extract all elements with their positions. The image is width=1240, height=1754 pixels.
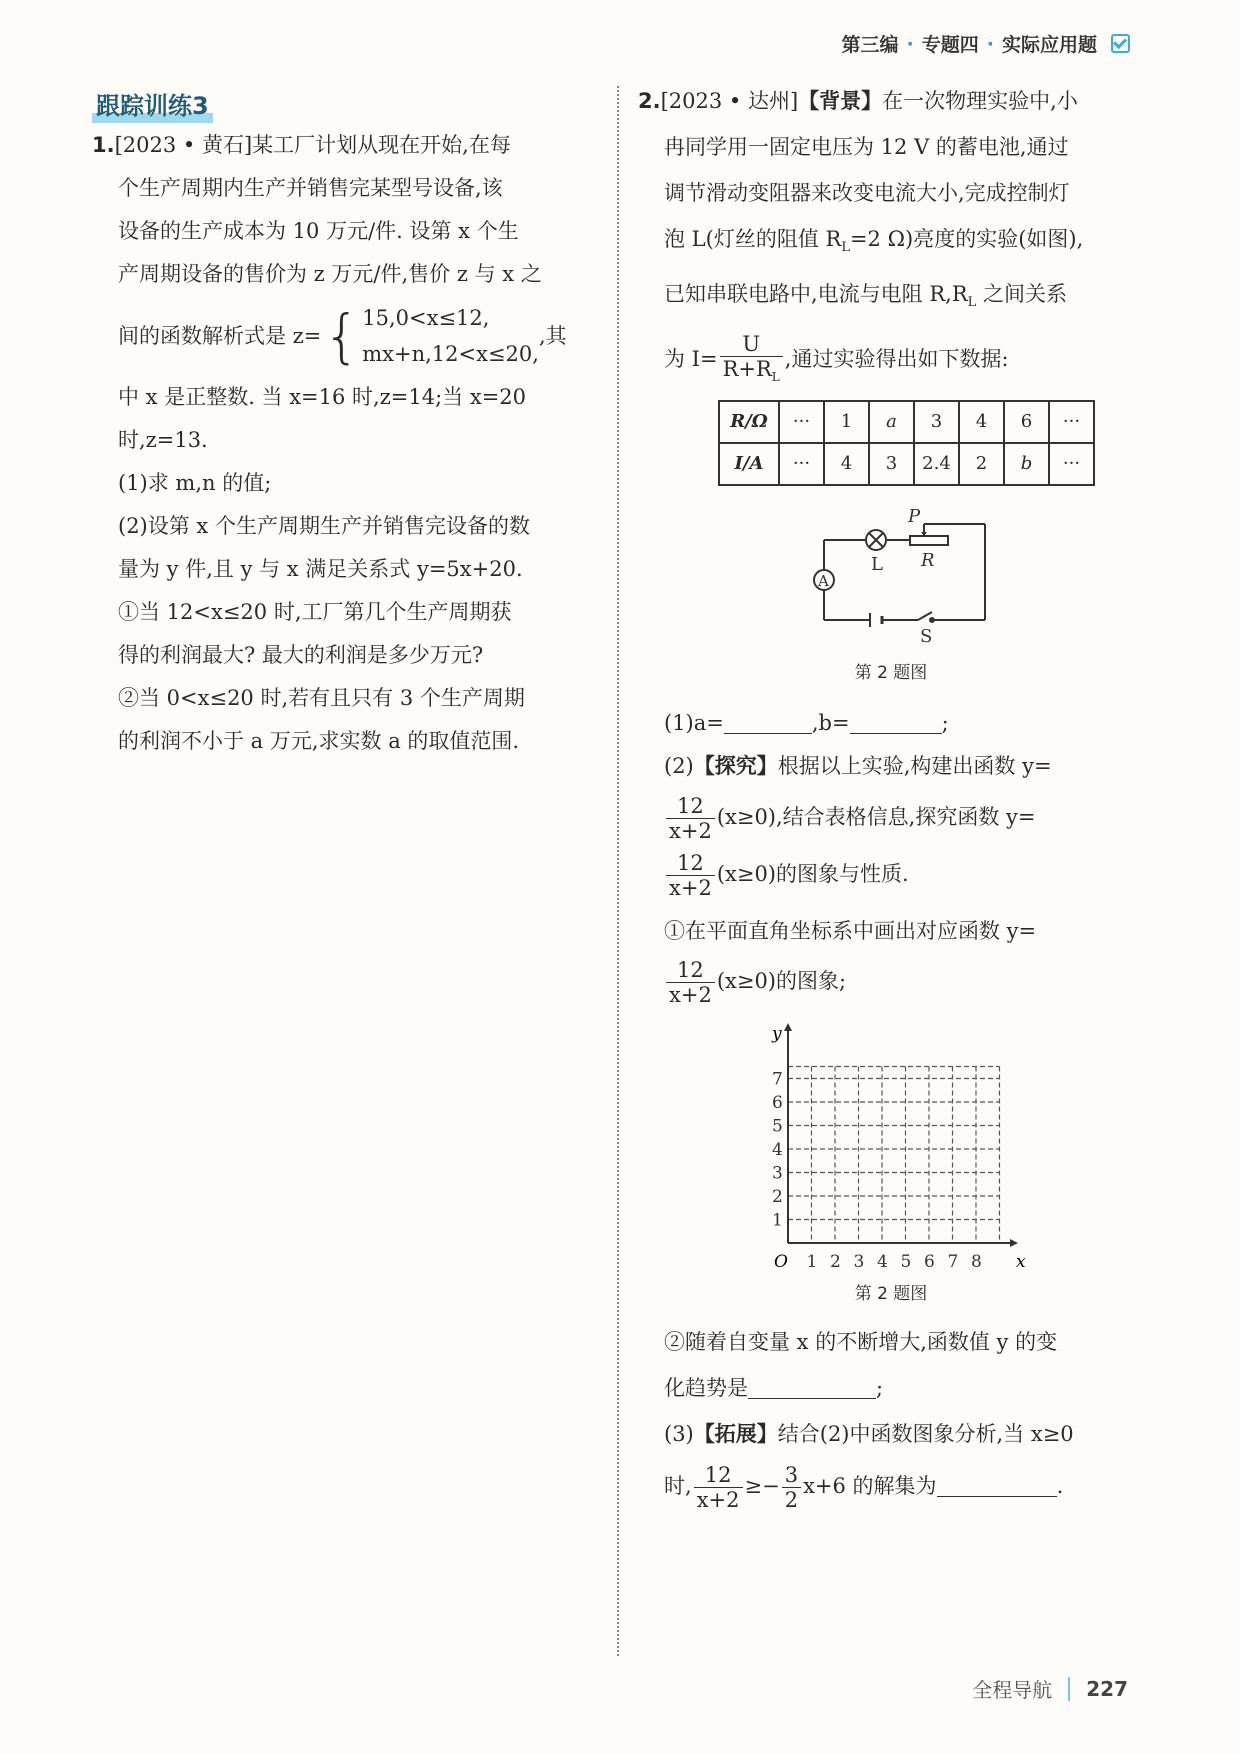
x-tick-label: 2: [830, 1251, 841, 1272]
fraction: [666, 958, 715, 1007]
table-cell: R/Ω: [719, 401, 779, 443]
answer-blank-solution[interactable]: [937, 1470, 1057, 1497]
table-cell: ···: [1049, 443, 1094, 485]
table-cell: 1: [824, 401, 869, 443]
checkbox-icon: [1111, 34, 1130, 53]
q1-line: 个生产周期内生产并销售完某型号设备,该: [118, 176, 503, 200]
q1-part-1: (1)求 m,n 的值;: [118, 471, 272, 495]
question-1: [92, 124, 592, 763]
tag-expand: 【拓展】: [693, 1421, 778, 1446]
denominator: [720, 357, 783, 389]
text: 为 I=: [664, 347, 718, 372]
q2-sub-2: ②随着自变量 x 的不断增大,函数值 y 的变: [664, 1329, 1058, 1354]
subscript: L: [771, 370, 780, 385]
text: =2 Ω)亮度的实验(如图),: [849, 227, 1084, 251]
table-cell: 4: [959, 401, 1004, 443]
y-tick-label: 4: [772, 1139, 783, 1160]
q1-sub-1: ①当 12<x≤20 时,工厂第几个生产周期获: [118, 600, 512, 624]
q2-line: 冉同学用一固定电压为 12 V 的蓄电池,通过: [664, 135, 1069, 159]
text: 时,: [664, 1473, 692, 1498]
slider-label: P: [908, 507, 921, 527]
q2-sub-1-line: [638, 958, 1144, 1007]
q2-part-1: [638, 700, 1144, 746]
table-cell: a: [869, 401, 914, 443]
ohm-formula-line: [638, 332, 1144, 389]
coordinate-grid: [638, 1023, 1144, 1273]
x-tick-label: 8: [971, 1251, 982, 1272]
table-row: [719, 443, 1094, 485]
table-cell: b: [1004, 443, 1049, 485]
y-arrow-icon: [784, 1023, 792, 1031]
q2-line: [638, 271, 1144, 326]
q1-line: 产周期设备的售价为 z 万元/件,售价 z 与 x 之: [118, 262, 542, 286]
text: 根据以上实验,构建出函数 y=: [777, 753, 1052, 778]
text: 结合(2)中函数图象分析,当 x≥0: [777, 1421, 1074, 1446]
q1-line: 时,z=13.: [118, 428, 208, 452]
x-tick-label: 1: [806, 1251, 818, 1272]
table-cell: ···: [1049, 401, 1094, 443]
text: 泡 L(灯丝的阻值 R: [664, 227, 842, 251]
x-tick-label: 4: [877, 1251, 888, 1272]
numerator: 12: [666, 794, 715, 819]
y-tick-label: 6: [772, 1092, 783, 1113]
numerator: 12: [666, 958, 715, 983]
x-tick-label: 6: [924, 1251, 935, 1272]
numerator: 3: [782, 1463, 801, 1488]
tag-background: 【背景】: [798, 89, 883, 113]
answer-blank-b[interactable]: [850, 707, 942, 734]
q1-line: 中 x 是正整数. 当 x=16 时,z=14;当 x=20: [118, 385, 527, 409]
table-cell: 3: [869, 443, 914, 485]
denominator: 2: [784, 1487, 799, 1512]
text: (3): [664, 1421, 694, 1446]
origin-label: O: [774, 1251, 788, 1272]
numerator: 12: [694, 1463, 743, 1488]
switch-contact: [930, 618, 934, 622]
text: 已知串联电路中,电流与电阻 R,R: [664, 282, 968, 307]
text: ,b=: [811, 710, 850, 735]
q2-part-2: [638, 746, 1144, 786]
header-title: 实际应用题: [1001, 34, 1097, 56]
table-cell: 2.4: [914, 443, 959, 485]
denominator: x+2: [696, 1487, 740, 1512]
subscript: L: [967, 295, 977, 311]
q1-part-2: (2)设第 x 个生产周期生产并销售完设备的数: [118, 514, 530, 538]
figure-caption: 第 2 题图: [854, 1283, 928, 1304]
y-tick-label: 7: [772, 1069, 783, 1090]
section-title: 跟踪训练3: [92, 86, 213, 123]
question-2: [638, 78, 1144, 1512]
x-tick-label: 7: [947, 1251, 959, 1272]
resistor-icon: [910, 536, 948, 545]
y-tick-label: 2: [772, 1186, 783, 1207]
text: (x≥0),结合表格信息,探究函数 y=: [716, 804, 1036, 829]
table-cell: I/A: [719, 443, 779, 485]
footer: [972, 1674, 1128, 1703]
answer-blank-a[interactable]: [724, 707, 812, 734]
fraction: [666, 851, 715, 900]
case-2: mx+n,12<x≤20,: [362, 342, 539, 366]
brace-symbol: {: [323, 302, 361, 370]
table-cell: ···: [779, 443, 824, 485]
cases: [362, 300, 539, 372]
text: (2): [664, 753, 694, 778]
fraction: [720, 332, 783, 389]
text: x+6 的解集为: [803, 1473, 937, 1498]
text: .: [1056, 1473, 1064, 1498]
q1-sub-1: 得的利润最大? 最大的利润是多少万元?: [118, 643, 484, 667]
x-tick-label: 5: [900, 1251, 912, 1272]
table-cell: 6: [1004, 401, 1049, 443]
column-divider: [617, 86, 619, 1656]
header-sep: ·: [986, 32, 994, 55]
y-tick-label: 3: [772, 1163, 783, 1184]
q2-source: [2023 • 达州]: [660, 89, 799, 113]
table-cell: 3: [914, 401, 959, 443]
q2-line: [638, 216, 1144, 271]
text: 之间关系: [976, 282, 1067, 307]
denominator: x+2: [669, 818, 712, 843]
q2-part-3: [638, 1411, 1144, 1457]
x-axis-label: x: [1016, 1251, 1026, 1272]
q1-sub-2: 的利润不小于 a 万元,求实数 a 的取值范围.: [118, 729, 520, 753]
fraction: [666, 794, 715, 843]
y-tick-label: 1: [772, 1210, 783, 1231]
q1-line: 设备的生产成本为 10 万元/件. 设第 x 个生: [118, 219, 519, 243]
text: 化趋势是: [664, 1375, 748, 1400]
page-number: 227: [1086, 1676, 1128, 1701]
q2-number: 2.: [638, 89, 661, 113]
table-cell: ···: [779, 401, 824, 443]
q1-sub-2: ②当 0<x≤20 时,若有且只有 3 个生产周期: [118, 686, 525, 710]
text: R+R: [722, 357, 772, 382]
case-1: 15,0<x≤12,: [362, 306, 490, 330]
text: (x≥0)的图象与性质.: [716, 861, 909, 886]
q2-sub-1: ①在平面直角坐标系中画出对应函数 y=: [664, 918, 1037, 943]
q2-part-3-line: [638, 1463, 1144, 1512]
q2-line: 在一次物理实验中,小: [882, 89, 1078, 113]
header-sep: ·: [906, 32, 914, 55]
x-tick-label: 3: [853, 1251, 865, 1272]
denominator: x+2: [669, 875, 712, 900]
running-header: [842, 30, 1130, 57]
text: ;: [941, 710, 949, 735]
formula-suffix: ,其: [538, 323, 567, 348]
data-table: [718, 400, 1095, 486]
subscript: L: [841, 240, 850, 256]
text: (x≥0)的图象;: [716, 968, 847, 993]
footer-label: 全程导航: [972, 1678, 1053, 1702]
figure-caption: 第 2 题图: [854, 662, 928, 683]
table-row: [719, 401, 1094, 443]
header-part: 第三编: [841, 34, 899, 56]
ammeter-label: A: [818, 571, 829, 590]
q1-line: [2023 • 黄石]某工厂计划从现在开始,在每: [114, 133, 511, 157]
text: ,通过实验得出如下数据:: [784, 347, 1009, 372]
tag-explore: 【探究】: [693, 753, 778, 778]
footer-separator: [1068, 1677, 1070, 1701]
fraction: [694, 1463, 743, 1512]
numerator: 12: [666, 851, 715, 876]
formula-prefix: 间的函数解析式是 z=: [118, 323, 322, 348]
q2-line: 调节滑动变阻器来改变电流大小,完成控制灯: [664, 181, 1070, 205]
table-cell: 2: [959, 443, 1004, 485]
text: ≥−: [744, 1473, 780, 1498]
circuit-diagram: [638, 508, 1144, 648]
q1-piecewise-formula: [92, 300, 592, 372]
text: ;: [876, 1375, 884, 1400]
q2-sub-2-line: [638, 1365, 1144, 1411]
text: (1)a=: [664, 710, 724, 735]
table-cell: 4: [824, 443, 869, 485]
y-axis-label: y: [772, 1023, 782, 1044]
q1-number: 1.: [92, 133, 115, 157]
header-topic: 专题四: [921, 34, 979, 56]
switch-label: S: [920, 625, 933, 647]
resistor-label: R: [921, 549, 935, 571]
denominator: x+2: [669, 982, 712, 1007]
numerator: U: [720, 332, 783, 357]
q1-part-2: 量为 y 件,且 y 与 x 满足关系式 y=5x+20.: [118, 557, 523, 581]
q2-part-2-line: [638, 851, 1144, 900]
answer-blank-trend[interactable]: [748, 1372, 876, 1399]
fraction: [782, 1463, 801, 1512]
lamp-label: L: [871, 553, 883, 575]
x-arrow-icon: [1010, 1239, 1018, 1247]
q2-part-2-line: [638, 794, 1144, 843]
y-tick-label: 5: [772, 1116, 783, 1137]
